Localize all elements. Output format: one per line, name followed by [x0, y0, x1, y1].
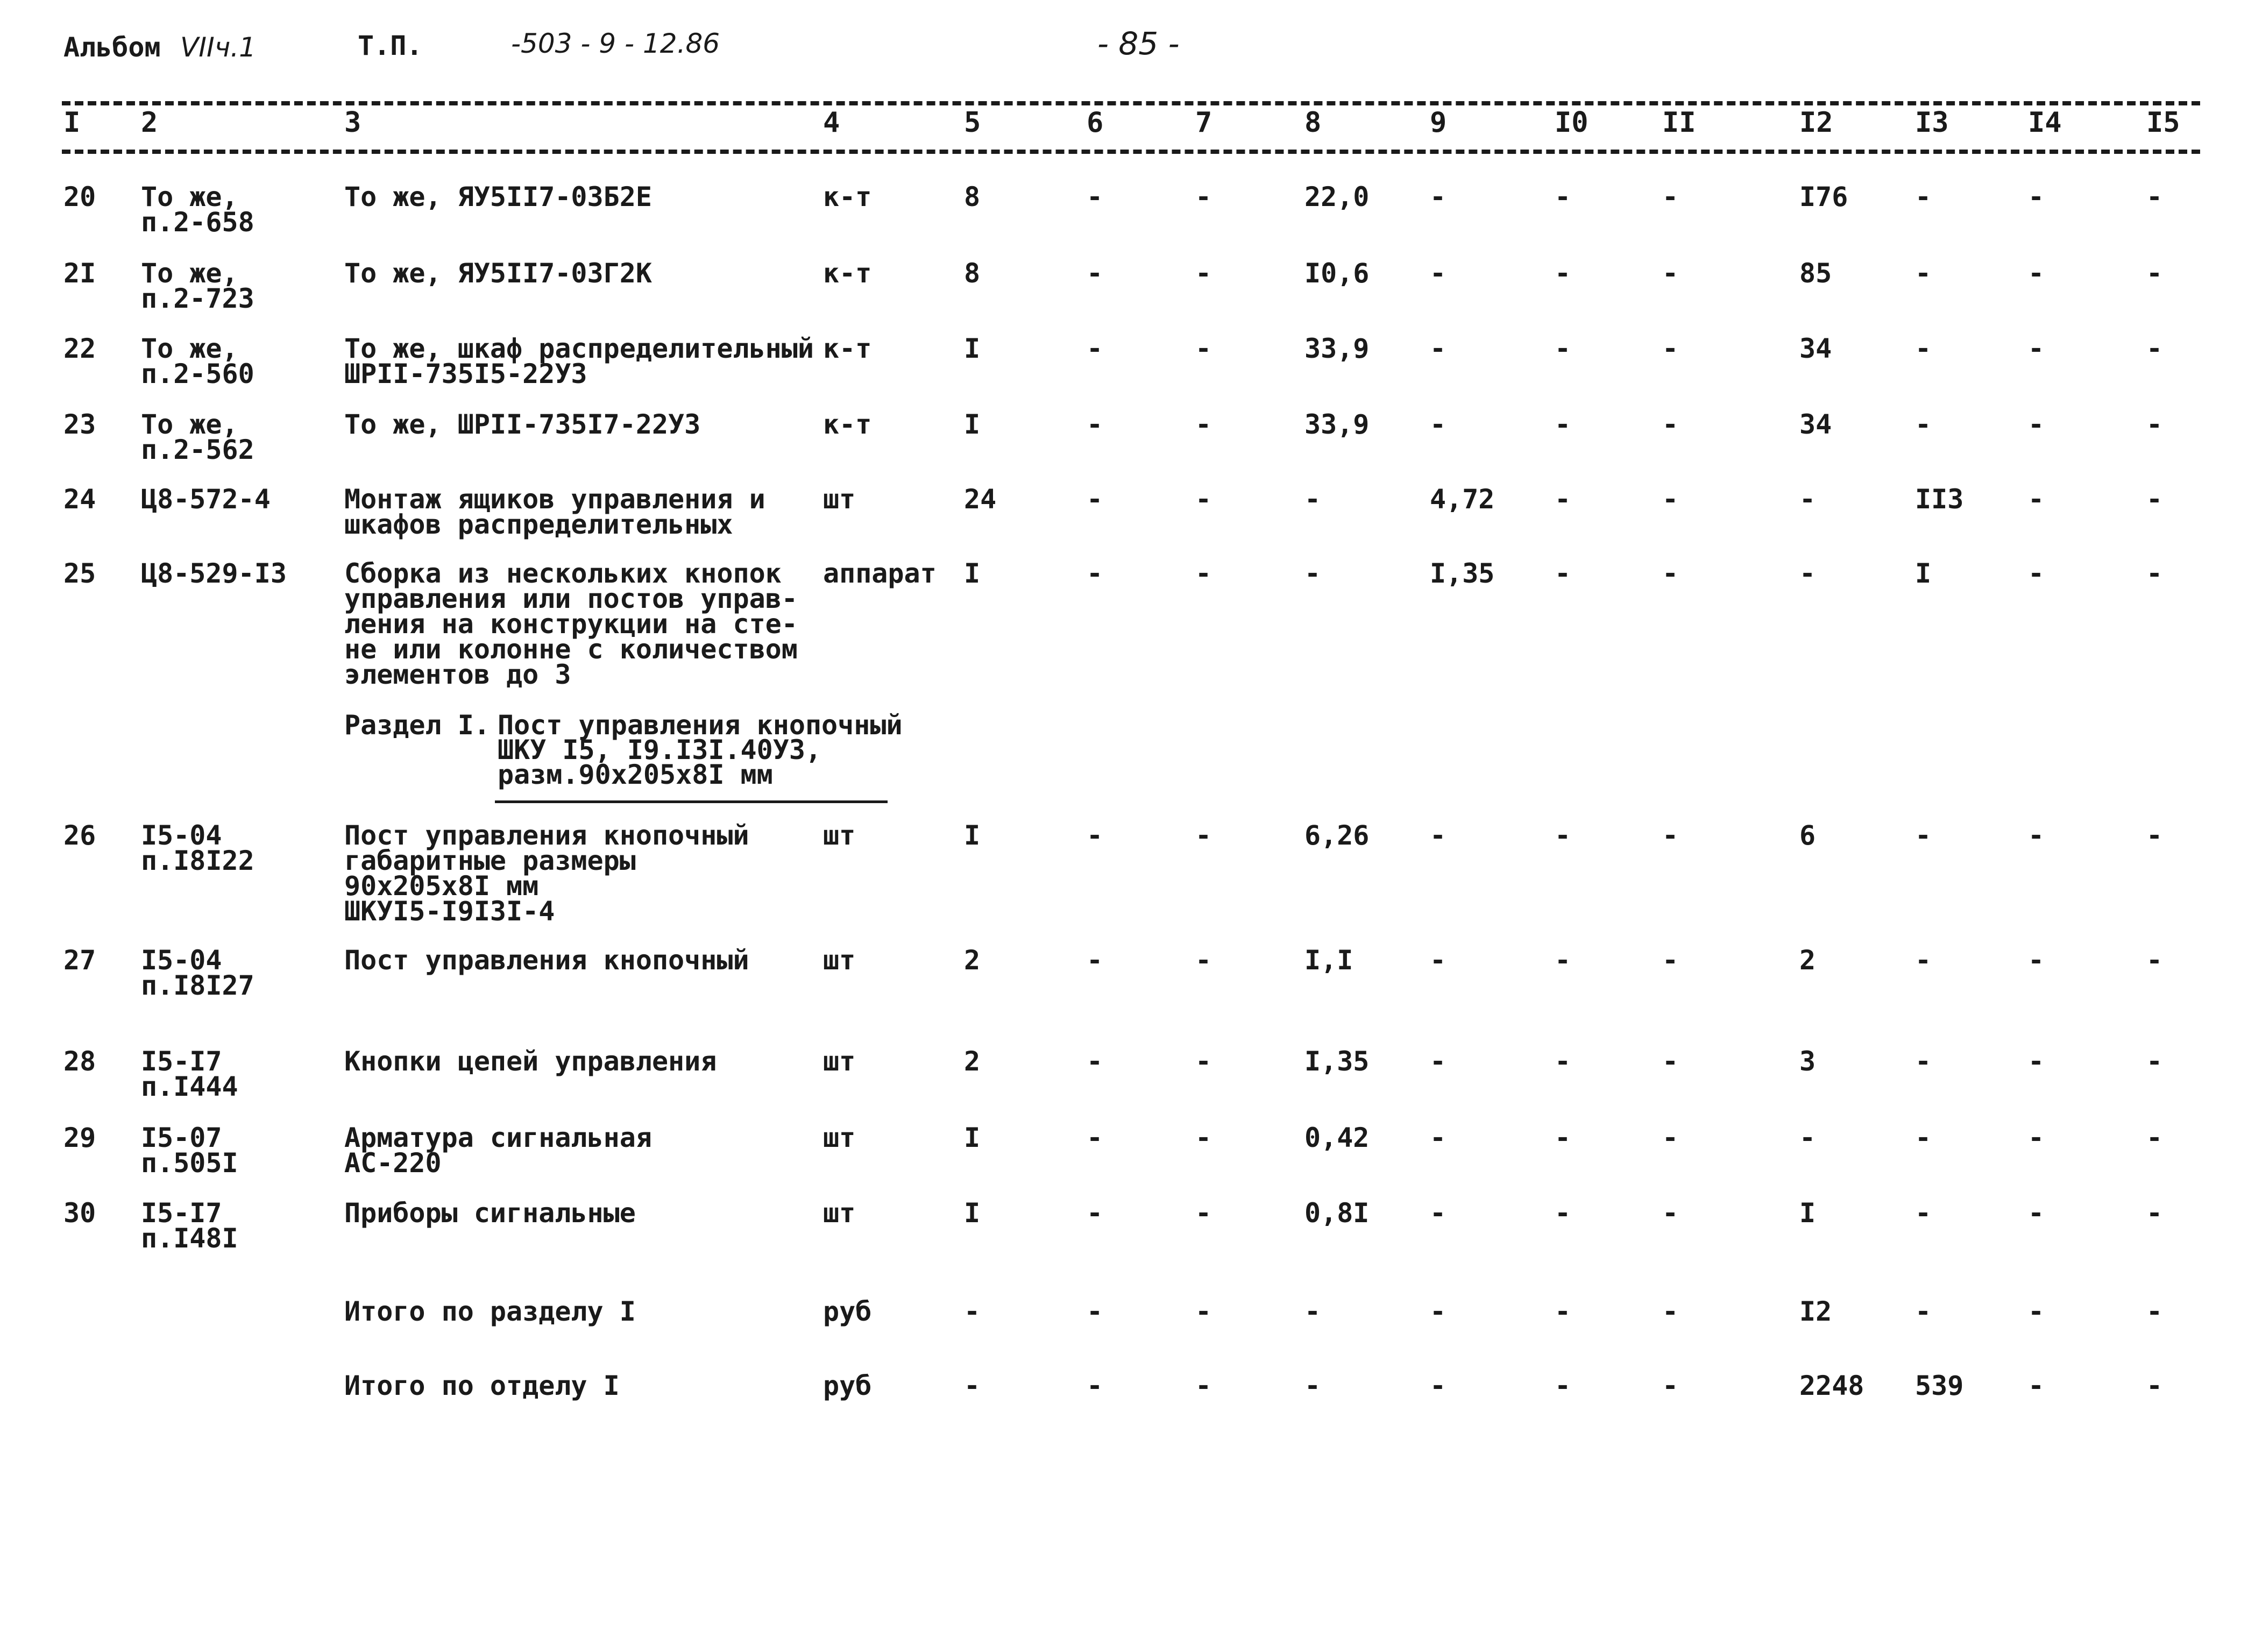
total-col-12: 2248 — [1799, 1370, 1864, 1401]
total-col-11: - — [1662, 1296, 1679, 1327]
row-code: I5-07 п.505I — [141, 1122, 238, 1179]
row-col-14: - — [2028, 1046, 2045, 1077]
row-number: 29 — [63, 1122, 96, 1153]
row-col-9: - — [1430, 333, 1446, 364]
column-header-5: 5 — [964, 107, 981, 139]
row-col-13: - — [1915, 258, 1932, 289]
column-header-15: I5 — [2146, 107, 2180, 139]
section-line-1: Пост управления кнопочный — [498, 710, 903, 741]
row-col-7: - — [1195, 181, 1212, 212]
row-number: 30 — [63, 1197, 96, 1229]
row-col-12: 2 — [1799, 945, 1816, 976]
row-col-6: - — [1087, 945, 1103, 976]
section-heading — [498, 710, 903, 790]
total-col-8: - — [1304, 1370, 1321, 1401]
row-col-11: - — [1662, 820, 1679, 851]
row-col-14: - — [2028, 1197, 2045, 1229]
row-col-7: - — [1195, 258, 1212, 289]
row-col-12: 85 — [1799, 258, 1832, 289]
row-col-9: - — [1430, 181, 1446, 212]
header-top-rule — [62, 101, 2200, 105]
row-col-6: - — [1087, 181, 1103, 212]
total-col-14: - — [2028, 1370, 2045, 1401]
total-col-6: - — [1087, 1296, 1103, 1327]
row-col-7: - — [1195, 484, 1212, 515]
row-unit: аппарат — [823, 558, 937, 589]
row-name: То же, ЯУ5II7-03Б2Е — [344, 181, 652, 212]
row-col-10: - — [1555, 484, 1571, 515]
total-col-15: - — [2146, 1296, 2163, 1327]
row-col-12: 6 — [1799, 820, 1816, 851]
column-header-7: 7 — [1195, 107, 1212, 139]
row-col-10: - — [1555, 1197, 1571, 1229]
total-unit: руб — [823, 1296, 872, 1327]
row-unit: шт — [823, 1046, 856, 1077]
row-col-15: - — [2146, 1122, 2163, 1153]
row-col-7: - — [1195, 333, 1212, 364]
total-name: Итого по разделу I — [344, 1296, 636, 1327]
row-col-8: 0,8I — [1304, 1197, 1370, 1229]
row-col-9: I,35 — [1430, 558, 1495, 589]
row-col-14: - — [2028, 333, 2045, 364]
row-col-9: 4,72 — [1430, 484, 1495, 515]
row-col-11: - — [1662, 333, 1679, 364]
row-col-11: - — [1662, 1197, 1679, 1229]
section-line-2: ШКУ I5, I9.I3I.40У3, — [498, 734, 822, 765]
header-bottom-rule — [62, 150, 2200, 154]
row-col-11: - — [1662, 1046, 1679, 1077]
row-col-7: - — [1195, 1122, 1212, 1153]
row-number: 27 — [63, 945, 96, 976]
row-col-12: 3 — [1799, 1046, 1816, 1077]
row-col-7: - — [1195, 558, 1212, 589]
row-unit: шт — [823, 1197, 856, 1229]
row-col-8: - — [1304, 484, 1321, 515]
row-col-9: - — [1430, 1122, 1446, 1153]
row-code: То же, п.2-658 — [141, 181, 254, 238]
row-col-6: - — [1087, 558, 1103, 589]
row-col-7: - — [1195, 409, 1212, 440]
row-col-8: - — [1304, 558, 1321, 589]
row-col-8: 6,26 — [1304, 820, 1370, 851]
row-col-14: - — [2028, 409, 2045, 440]
section-line-3: разм.90х205х8I мм — [498, 759, 773, 790]
row-col-12: 34 — [1799, 409, 1832, 440]
column-header-10: I0 — [1555, 107, 1589, 139]
row-number: 26 — [63, 820, 96, 851]
total-col-13: 539 — [1915, 1370, 1964, 1401]
column-header-14: I4 — [2028, 107, 2062, 139]
row-unit: шт — [823, 1122, 856, 1153]
row-col-6: - — [1087, 258, 1103, 289]
section-prefix: Раздел I. — [344, 710, 490, 741]
total-name: Итого по отделу I — [344, 1370, 620, 1401]
total-col-7: - — [1195, 1370, 1212, 1401]
row-name: Приборы сигнальные — [344, 1197, 636, 1229]
section-underline — [495, 800, 888, 803]
row-col-5: 2 — [964, 945, 981, 976]
row-col-10: - — [1555, 1046, 1571, 1077]
row-col-5: I — [964, 1197, 981, 1229]
row-number: 25 — [63, 558, 96, 589]
row-code: I5-04 п.I8I27 — [141, 945, 254, 1001]
row-col-15: - — [2146, 181, 2163, 212]
total-col-12: I2 — [1799, 1296, 1832, 1327]
column-header-11: II — [1662, 107, 1696, 139]
row-col-6: - — [1087, 484, 1103, 515]
total-col-5: - — [964, 1296, 981, 1327]
row-col-6: - — [1087, 1122, 1103, 1153]
total-col-9: - — [1430, 1296, 1446, 1327]
row-name: То же, шкаф распределительный ШРII-735I5-22У3 — [344, 333, 814, 389]
row-col-6: - — [1087, 333, 1103, 364]
row-unit: к-т — [823, 409, 872, 440]
row-col-13: - — [1915, 181, 1932, 212]
row-col-5: 8 — [964, 258, 981, 289]
row-name: То же, ШРII-735I7-22У3 — [344, 409, 701, 440]
page-number: - 85 - — [1097, 25, 1180, 62]
row-number: 24 — [63, 484, 96, 515]
row-col-14: - — [2028, 945, 2045, 976]
row-name: Арматура сигнальная АС-220 — [344, 1122, 652, 1179]
album-number: VIIч.1 — [180, 32, 256, 63]
column-header-13: I3 — [1915, 107, 1949, 139]
row-col-7: - — [1195, 1197, 1212, 1229]
total-unit: руб — [823, 1370, 872, 1401]
row-col-12: - — [1799, 1122, 1816, 1153]
column-header-8: 8 — [1304, 107, 1322, 139]
row-col-11: - — [1662, 945, 1679, 976]
column-header-9: 9 — [1430, 107, 1447, 139]
row-col-5: 24 — [964, 484, 997, 515]
tp-label: Т.П. — [358, 30, 423, 61]
row-col-10: - — [1555, 409, 1571, 440]
row-col-8: 33,9 — [1304, 409, 1370, 440]
row-unit: шт — [823, 820, 856, 851]
document-number: -503 - 9 - 12.86 — [511, 28, 720, 59]
column-header-1: I — [63, 107, 81, 139]
row-col-6: - — [1087, 1046, 1103, 1077]
row-col-5: I — [964, 820, 981, 851]
row-number: 28 — [63, 1046, 96, 1077]
row-col-13: - — [1915, 409, 1932, 440]
row-name: Пост управления кнопочный габаритные размеры 90х205х8I мм ШКУI5-I9I3I-4 — [344, 820, 749, 927]
row-code: То же, п.2-562 — [141, 409, 254, 465]
row-col-5: 2 — [964, 1046, 981, 1077]
row-col-12: - — [1799, 484, 1816, 515]
row-col-15: - — [2146, 820, 2163, 851]
total-col-14: - — [2028, 1296, 2045, 1327]
row-col-5: I — [964, 558, 981, 589]
row-col-6: - — [1087, 820, 1103, 851]
row-col-11: - — [1662, 484, 1679, 515]
total-col-9: - — [1430, 1370, 1446, 1401]
row-col-11: - — [1662, 558, 1679, 589]
row-number: 22 — [63, 333, 96, 364]
row-col-10: - — [1555, 945, 1571, 976]
row-col-9: - — [1430, 1197, 1446, 1229]
column-header-2: 2 — [141, 107, 158, 139]
row-col-15: - — [2146, 945, 2163, 976]
row-col-13: - — [1915, 1122, 1932, 1153]
row-col-14: - — [2028, 181, 2045, 212]
row-col-7: - — [1195, 945, 1212, 976]
row-col-8: I0,6 — [1304, 258, 1370, 289]
row-name: То же, ЯУ5II7-03Г2К — [344, 258, 652, 289]
row-col-15: - — [2146, 333, 2163, 364]
row-unit: шт — [823, 484, 856, 515]
row-col-8: 22,0 — [1304, 181, 1370, 212]
row-unit: к-т — [823, 258, 872, 289]
row-col-15: - — [2146, 1197, 2163, 1229]
row-col-13: - — [1915, 333, 1932, 364]
row-col-12: I — [1799, 1197, 1816, 1229]
row-name: Пост управления кнопочный — [344, 945, 749, 976]
row-col-5: 8 — [964, 181, 981, 212]
row-code: Ц8-529-I3 — [141, 558, 287, 589]
row-number: 23 — [63, 409, 96, 440]
row-col-14: - — [2028, 558, 2045, 589]
row-col-11: - — [1662, 409, 1679, 440]
row-col-8: 33,9 — [1304, 333, 1370, 364]
row-col-15: - — [2146, 258, 2163, 289]
row-col-9: - — [1430, 820, 1446, 851]
row-col-14: - — [2028, 484, 2045, 515]
row-col-13: II3 — [1915, 484, 1964, 515]
total-col-11: - — [1662, 1370, 1679, 1401]
row-col-10: - — [1555, 258, 1571, 289]
total-col-10: - — [1555, 1296, 1571, 1327]
row-unit: шт — [823, 945, 856, 976]
row-col-10: - — [1555, 333, 1571, 364]
total-col-8: - — [1304, 1296, 1321, 1327]
row-col-15: - — [2146, 409, 2163, 440]
row-col-10: - — [1555, 1122, 1571, 1153]
row-col-14: - — [2028, 820, 2045, 851]
row-col-14: - — [2028, 258, 2045, 289]
row-col-15: - — [2146, 484, 2163, 515]
row-col-13: - — [1915, 820, 1932, 851]
row-col-13: I — [1915, 558, 1932, 589]
total-col-6: - — [1087, 1370, 1103, 1401]
row-col-8: I,I — [1304, 945, 1353, 976]
row-name: Кнопки цепей управления — [344, 1046, 717, 1077]
total-col-5: - — [964, 1370, 981, 1401]
album-label: Альбом — [63, 32, 161, 63]
column-header-3: 3 — [344, 107, 361, 139]
column-header-4: 4 — [823, 107, 840, 139]
row-name: Сборка из нескольких кнопок управления или постов управ- ления на конструкции на сте- не или колонне с количеством элементов до 3 — [344, 558, 798, 690]
row-unit: к-т — [823, 181, 872, 212]
row-col-14: - — [2028, 1122, 2045, 1153]
row-code: I5-04 п.I8I22 — [141, 820, 254, 876]
row-col-11: - — [1662, 1122, 1679, 1153]
row-col-10: - — [1555, 558, 1571, 589]
row-code: I5-I7 п.I444 — [141, 1046, 238, 1102]
total-col-7: - — [1195, 1296, 1212, 1327]
row-col-6: - — [1087, 1197, 1103, 1229]
row-col-10: - — [1555, 181, 1571, 212]
row-col-12: 34 — [1799, 333, 1832, 364]
row-number: 20 — [63, 181, 96, 212]
column-header-6: 6 — [1087, 107, 1104, 139]
row-col-8: I,35 — [1304, 1046, 1370, 1077]
row-col-15: - — [2146, 558, 2163, 589]
row-col-5: I — [964, 409, 981, 440]
row-col-13: - — [1915, 1197, 1932, 1229]
row-col-10: - — [1555, 820, 1571, 851]
row-col-7: - — [1195, 820, 1212, 851]
row-col-9: - — [1430, 1046, 1446, 1077]
row-col-5: I — [964, 1122, 981, 1153]
total-col-13: - — [1915, 1296, 1932, 1327]
row-col-12: I76 — [1799, 181, 1848, 212]
total-col-10: - — [1555, 1370, 1571, 1401]
total-col-15: - — [2146, 1370, 2163, 1401]
row-col-12: - — [1799, 558, 1816, 589]
row-col-11: - — [1662, 258, 1679, 289]
row-col-7: - — [1195, 1046, 1212, 1077]
row-col-8: 0,42 — [1304, 1122, 1370, 1153]
column-header-12: I2 — [1799, 107, 1833, 139]
row-col-5: I — [964, 333, 981, 364]
row-code: Ц8-572-4 — [141, 484, 271, 515]
row-unit: к-т — [823, 333, 872, 364]
row-col-6: - — [1087, 409, 1103, 440]
row-code: То же, п.2-723 — [141, 258, 254, 314]
row-col-9: - — [1430, 945, 1446, 976]
row-col-11: - — [1662, 181, 1679, 212]
row-col-13: - — [1915, 1046, 1932, 1077]
row-code: I5-I7 п.I48I — [141, 1197, 238, 1254]
row-code: То же, п.2-560 — [141, 333, 254, 389]
row-col-9: - — [1430, 258, 1446, 289]
row-col-15: - — [2146, 1046, 2163, 1077]
row-col-13: - — [1915, 945, 1932, 976]
row-name: Монтаж ящиков управления и шкафов распределительных — [344, 484, 765, 540]
row-col-9: - — [1430, 409, 1446, 440]
row-number: 2I — [63, 258, 96, 289]
